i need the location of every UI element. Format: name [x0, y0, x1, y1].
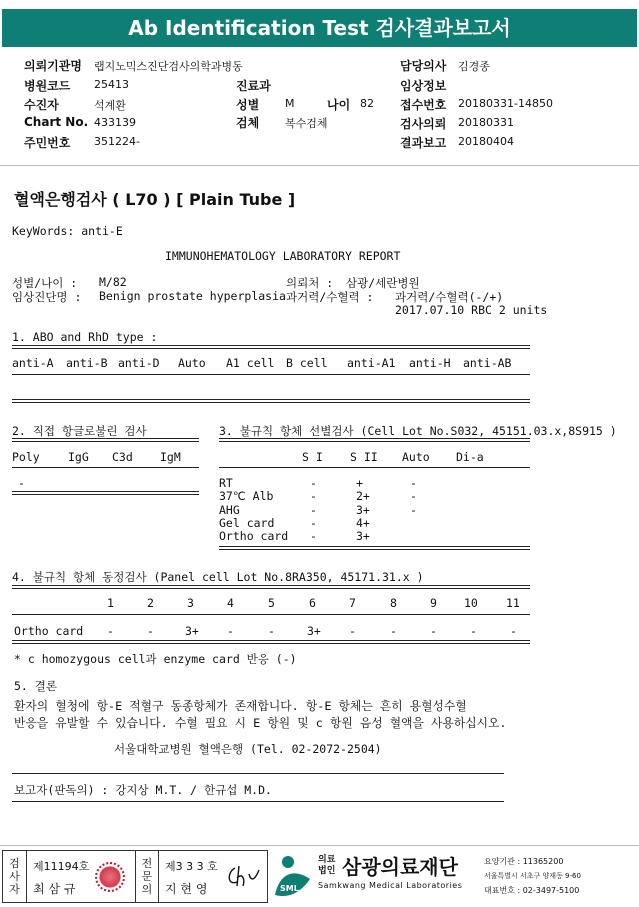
dat-value: - — [18, 476, 25, 490]
screen-phase: AHG — [219, 503, 240, 517]
panel-cell-number: 8 — [390, 596, 397, 610]
patient-value: 석계환 — [94, 99, 126, 112]
screen-header: S II — [350, 450, 378, 464]
dat-rule-top — [12, 438, 199, 442]
screen-auto: - — [410, 503, 417, 517]
tester-label — [3, 851, 27, 902]
specimen-value: 복수검체 — [285, 117, 328, 130]
lab-name: 삼광의료재단 — [342, 855, 458, 879]
sex-value: M — [285, 97, 295, 110]
panel-cell-number: 3 — [187, 596, 194, 610]
conclusion-title: 5. 결론 — [14, 679, 57, 693]
referral-value: 삼광/세란병원 — [346, 276, 420, 290]
seal-stamp-icon — [95, 862, 125, 892]
screen-header: Auto — [402, 450, 430, 464]
screen-s2: 4+ — [356, 516, 370, 530]
specialist-label-char: 문 — [141, 870, 153, 883]
report-date-label: 결과보고 — [400, 136, 447, 150]
dat-header: IgG — [68, 450, 89, 464]
report-date-value: 20180404 — [458, 135, 514, 148]
abo-header: anti-B — [66, 356, 108, 370]
panel-value: - — [390, 624, 397, 638]
signature-box — [2, 850, 268, 903]
panel-value: - — [470, 624, 477, 638]
panel-value: - — [227, 624, 234, 638]
screen-header: S I — [302, 450, 323, 464]
dat-header: IgM — [160, 450, 181, 464]
section-title: 혈액은행검사 ( L70 ) [ Plain Tube ] — [14, 190, 296, 209]
sex-label: 성별 — [236, 98, 260, 112]
transfusion-history: 과거력/수혈력(-/+) — [395, 290, 504, 304]
institution-label: 의뢰기관명 — [24, 59, 82, 73]
care-institution-no: 요양기관 : 11365200 — [484, 857, 564, 866]
tester-label-char: 사 — [9, 870, 20, 883]
corp-prefix-line: 법인 — [318, 866, 336, 876]
specimen-label: 검체 — [236, 116, 260, 130]
screen-s1: - — [310, 516, 317, 530]
screen-s1: - — [310, 489, 317, 503]
screen-s1: - — [310, 529, 317, 543]
dat-title: 2. 직접 항글로불린 검사 — [12, 424, 147, 438]
corp-prefix-line: 의료 — [318, 855, 336, 865]
doctor-value: 김경종 — [458, 60, 490, 73]
screen-phase: RT — [219, 476, 233, 490]
panel-cell-number: 4 — [227, 596, 234, 610]
age-label: 나이 — [327, 98, 351, 112]
dat-rule-bottom — [12, 491, 199, 495]
abo-rule-bottom — [12, 399, 530, 403]
panel-cell-number: 2 — [147, 596, 154, 610]
specialist-label — [135, 851, 159, 902]
sml-logo-text: SML — [280, 884, 299, 893]
screen-rule-top — [219, 438, 530, 442]
dat-header: Poly — [12, 450, 40, 464]
panel-title: 4. 불규칙 항체 동정검사 (Panel cell Lot No.8RA350, 45171.31.x ) — [12, 570, 424, 584]
dat-header: C3d — [112, 450, 133, 464]
reporter: 보고자(판독의) : 강지상 M.T. / 한규섭 M.D. — [14, 783, 272, 797]
screen-auto: - — [410, 489, 417, 503]
keywords: KeyWords: anti-E — [12, 224, 123, 238]
abo-header: anti-A — [12, 356, 54, 370]
specialist-name: 지 현 영 — [165, 882, 208, 896]
request-date-label: 검사의뢰 — [400, 117, 447, 131]
screen-title: 3. 불규칙 항체 선별검사 (Cell Lot No.S032, 45151.03.x,8S915 ) — [219, 424, 617, 438]
screen-phase: Gel card — [219, 516, 275, 530]
panel-rule-mid — [12, 614, 530, 615]
screen-rule-mid — [219, 467, 530, 468]
sex-age-value: M/82 — [99, 275, 127, 289]
referral-label: 의뢰처 : — [286, 276, 334, 290]
panel-cell-number: 9 — [430, 596, 437, 610]
screen-header: Di-a — [456, 450, 484, 464]
hospital-contact: 서울대학교병원 혈액은행 (Tel. 02-2072-2504) — [114, 742, 382, 756]
hospital-code-label: 병원코드 — [24, 79, 71, 93]
transfusion-label: 과거력/수혈력 : — [286, 290, 374, 304]
specialist-label-char: 전 — [141, 857, 153, 870]
screen-phase: 37℃ Alb — [219, 489, 274, 503]
abo-rule-top — [12, 345, 530, 349]
screen-s2: + — [356, 476, 363, 490]
panel-value: 3+ — [307, 624, 321, 638]
corp-prefix — [318, 855, 335, 877]
chart-no-value: 433139 — [94, 116, 136, 129]
footer-divider — [0, 845, 639, 846]
transfusion-detail: 2017.07.10 RBC 2 units — [395, 303, 548, 317]
screen-auto: - — [410, 476, 417, 490]
panel-value: - — [430, 624, 437, 638]
panel-value: - — [147, 624, 154, 638]
panel-value: 3+ — [185, 624, 199, 638]
abo-header: Auto — [178, 356, 206, 370]
panel-row-label: Ortho card — [14, 624, 84, 638]
panel-cell-number: 5 — [268, 596, 275, 610]
panel-value: - — [268, 624, 275, 638]
department-label: 진료과 — [236, 79, 271, 93]
doctor-label: 담당의사 — [400, 59, 447, 73]
resident-no-value: 351224- — [94, 135, 140, 148]
request-date-value: 20180331 — [458, 116, 514, 129]
specialist-license: 제3 3 3 호 — [165, 860, 218, 873]
chart-no-label: Chart No. — [24, 115, 89, 129]
sex-age-label: 성별/나이 : — [12, 276, 78, 290]
screen-phase: Ortho card — [219, 529, 289, 543]
receipt-no-label: 접수번호 — [400, 98, 447, 112]
sml-logo-icon — [272, 851, 314, 901]
signature-icon — [225, 864, 261, 890]
panel-rule-top — [12, 585, 530, 589]
tester-label-char: 검 — [9, 857, 20, 870]
lab-name-english: Samkwang Medical Laboratories — [318, 881, 463, 890]
panel-value: - — [349, 624, 356, 638]
abo-title: 1. ABO and RhD type : — [12, 330, 158, 344]
reporter-rule-top — [12, 773, 504, 774]
screen-s1: - — [310, 503, 317, 517]
tester-label-char: 자 — [9, 883, 20, 896]
diagnosis-label: 임상진단명 : — [12, 290, 82, 304]
clinical-info-label: 임상정보 — [400, 79, 447, 93]
report-title-banner: Ab Identification Test 검사결과보고서 — [2, 9, 637, 47]
abo-header: anti-A1 — [347, 356, 396, 370]
abo-rule-mid — [12, 374, 530, 375]
age-value: 82 — [360, 97, 374, 110]
lab-address: 서울특별시 서초구 양재동 9-60 — [484, 872, 581, 880]
diagnosis-value: Benign prostate hyperplasia — [99, 289, 286, 303]
abo-header: A1 cell — [226, 356, 275, 370]
lab-phone: 대표번호 : 02-3497-5100 — [484, 886, 580, 895]
screen-s2: 2+ — [356, 489, 370, 503]
abo-header: B cell — [286, 356, 328, 370]
tester-name: 최 삼 규 — [33, 882, 76, 896]
panel-cell-number: 10 — [464, 596, 478, 610]
abo-header: anti-H — [409, 356, 451, 370]
patient-label: 수진자 — [24, 98, 59, 112]
screen-s2: 3+ — [356, 529, 370, 543]
panel-cell-number: 6 — [309, 596, 316, 610]
institution-value: 랩지노믹스진단검사의학과병동 — [94, 60, 243, 73]
screen-s1: - — [310, 476, 317, 490]
conclusion-line: 환자의 혈청에 항-E 적혈구 동종항체가 존재합니다. 항-E 항체는 흔히 용혈성수혈 — [14, 699, 467, 713]
screen-rule-bottom — [219, 546, 530, 550]
header-divider — [0, 165, 639, 166]
panel-rule-bottom — [12, 640, 530, 644]
tester-license: 제11194호 — [33, 860, 90, 873]
dat-rule-mid — [12, 467, 199, 468]
panel-cell-number: 7 — [349, 596, 356, 610]
screen-s2: 3+ — [356, 503, 370, 517]
receipt-no-value: 20180331-14850 — [458, 97, 553, 110]
reporter-rule-bottom — [12, 801, 504, 802]
lab-report-title: IMMUNOHEMATOLOGY LABORATORY REPORT — [165, 249, 401, 263]
conclusion-line: 반응을 유발할 수 있습니다. 수혈 필요 시 E 항원 및 c 항원 음성 혈액을 사용하십시오. — [14, 716, 507, 730]
panel-value: - — [107, 624, 114, 638]
panel-cell-number: 1 — [107, 596, 114, 610]
specialist-label-char: 의 — [141, 883, 153, 896]
panel-value: - — [510, 624, 517, 638]
abo-header: anti-AB — [463, 356, 512, 370]
hospital-code-value: 25413 — [94, 78, 129, 91]
panel-note: * c homozygous cell과 enzyme card 반응 (-) — [14, 652, 297, 666]
panel-cell-number: 11 — [506, 596, 520, 610]
resident-no-label: 주민번호 — [24, 136, 71, 150]
abo-header: anti-D — [118, 356, 160, 370]
